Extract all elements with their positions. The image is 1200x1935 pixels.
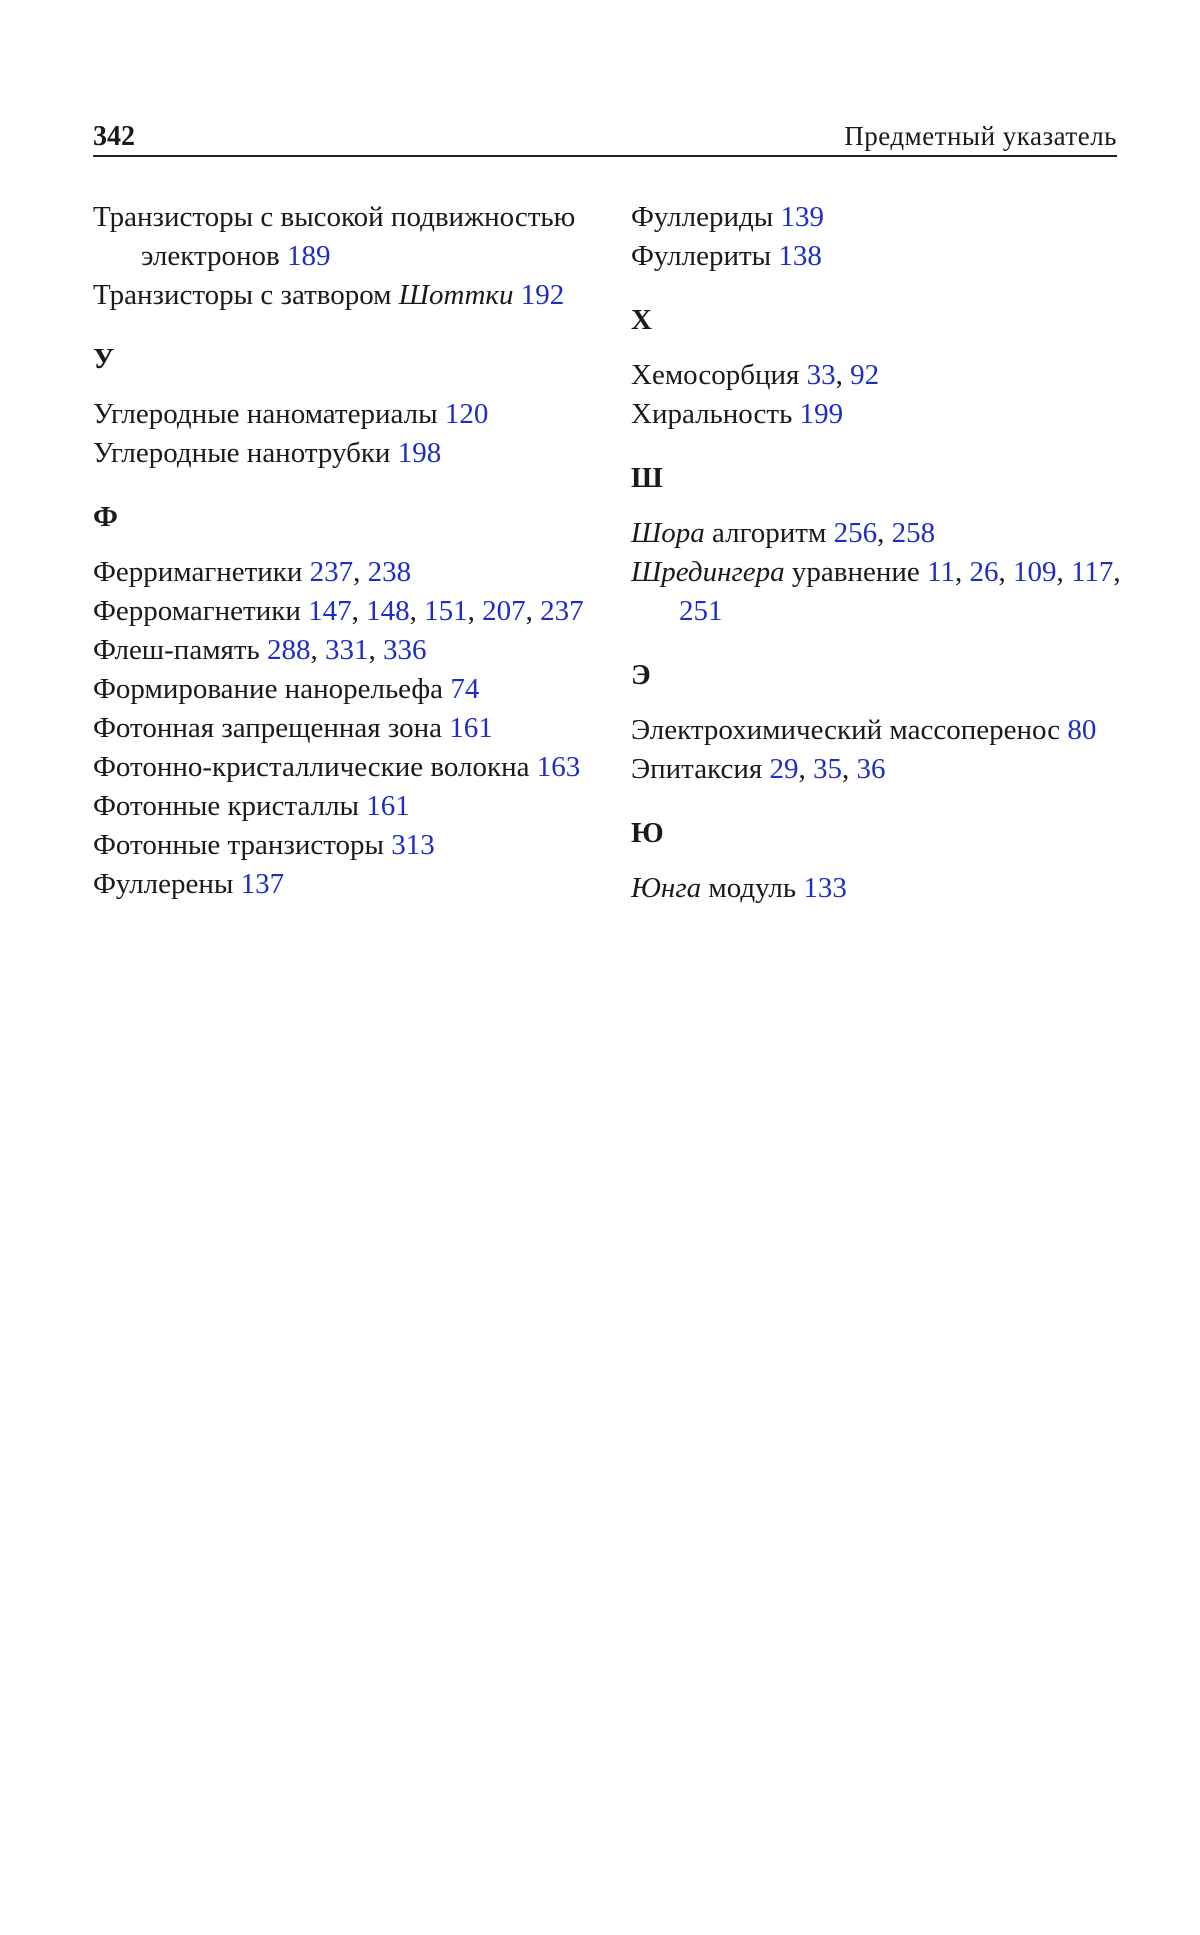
index-entry: Флеш-память 288, 331, 336 (93, 634, 427, 666)
entry-term: уравнение (791, 556, 920, 588)
letter-group (93, 337, 603, 473)
index-letter-heading: Э (631, 659, 651, 691)
index-entry (631, 711, 1131, 750)
index-entry (93, 198, 603, 276)
running-header (93, 121, 1117, 157)
index-entry (93, 826, 603, 865)
entry-term: Транзисторы с затвором (93, 279, 392, 311)
index-entry: Шредингера уравнение 11, 26, 109, 117, 251 (631, 556, 1121, 627)
index-entry (631, 237, 1131, 276)
running-title: Предметный указатель (844, 121, 1117, 151)
index-entry: Ферримагнетики 237, 238 (93, 556, 412, 588)
page-reference-link[interactable]: 138 (778, 240, 822, 272)
letter-group (631, 456, 1131, 631)
index-entry (93, 748, 603, 787)
letter-group (631, 198, 1131, 276)
page-reference-link[interactable]: 256 (833, 517, 878, 549)
page-reference-link[interactable]: 117 (1070, 556, 1114, 588)
index-entry (93, 434, 603, 473)
letter-group (93, 495, 603, 904)
letter-group (93, 198, 603, 315)
index-entry: Ферромагнетики 147, 148, 151, 207, 237 (93, 595, 584, 627)
page-reference-link[interactable]: 237 (540, 595, 584, 627)
page-reference-link[interactable]: 198 (397, 437, 442, 469)
index-entry (93, 276, 603, 315)
page-reference-link[interactable]: 163 (536, 751, 581, 783)
page-reference-link[interactable]: 148 (366, 595, 410, 627)
page-reference-link[interactable]: 192 (520, 279, 565, 311)
entry-term: Углеродные наноматериалы (93, 398, 438, 430)
index-entry (93, 395, 603, 434)
entry-name-italic: Юнга (631, 872, 702, 904)
entry-name-italic: Шоттки (398, 279, 514, 311)
entry-term: Электрохимический массоперенос (631, 714, 1061, 746)
index-column-left (93, 198, 603, 904)
page-reference-link[interactable]: 92 (850, 359, 880, 391)
page-number: 342 (93, 121, 135, 152)
index-entry (93, 865, 603, 904)
index-entry: Хемосорбция 33, 92 (631, 359, 880, 391)
page-reference-link[interactable]: 336 (383, 634, 427, 666)
page-reference-link[interactable]: 26 (969, 556, 999, 588)
index-letter-heading: Ш (631, 462, 663, 494)
page-reference-link[interactable]: 288 (267, 634, 311, 666)
letter-group (631, 811, 1131, 908)
index-entry (93, 709, 603, 748)
index-letter-heading: Ф (93, 501, 118, 533)
entry-term: Эпитаксия (631, 753, 763, 785)
page-reference-link[interactable]: 36 (856, 753, 886, 785)
page-reference-link[interactable]: 161 (366, 790, 410, 822)
page-reference-link[interactable]: 199 (799, 398, 844, 430)
page-reference-link[interactable]: 251 (679, 595, 723, 627)
entry-term: Хиральность (631, 398, 793, 430)
page-reference-link[interactable]: 151 (424, 595, 468, 627)
entry-term: Фотонно-кристаллические волокна (93, 751, 530, 783)
entry-term: алгоритм (712, 517, 827, 549)
index-entry (631, 198, 1131, 237)
entry-term: Углеродные нанотрубки (93, 437, 391, 469)
page-reference-link[interactable]: 161 (449, 712, 493, 744)
entry-name-italic: Шора (631, 517, 705, 549)
entry-term: Фотонная запрещенная зона (93, 712, 443, 744)
entry-term: Фуллерены (93, 868, 234, 900)
entry-term: Фуллериты (631, 240, 772, 272)
page-reference-link[interactable]: 109 (1012, 556, 1057, 588)
page-reference-link[interactable]: 139 (780, 201, 824, 233)
index-entry (93, 787, 603, 826)
page-reference-link[interactable]: 238 (367, 556, 412, 588)
entry-name-italic: Шредингера (631, 556, 785, 588)
page-reference-link[interactable]: 133 (803, 872, 847, 904)
index-entry (631, 869, 1131, 908)
page-reference-link[interactable]: 35 (812, 753, 842, 785)
page-reference-link[interactable]: 29 (769, 753, 799, 785)
page-reference-link[interactable]: 120 (444, 398, 489, 430)
entry-term: Флеш-память (93, 634, 260, 666)
index-letter-heading: Х (631, 304, 652, 336)
letter-group (631, 653, 1131, 789)
index-entry (631, 395, 1131, 434)
page-reference-link[interactable]: 207 (482, 595, 526, 627)
entry-term: Фотонные транзисторы (93, 829, 385, 861)
index-entry (93, 670, 603, 709)
page-reference-link[interactable]: 237 (309, 556, 354, 588)
page-reference-link[interactable]: 33 (806, 359, 836, 391)
page-reference-link[interactable]: 80 (1067, 714, 1097, 746)
entry-term: Формирование нанорельефа (93, 673, 444, 705)
index-entry: Шора алгоритм 256, 258 (631, 517, 936, 549)
page-reference-link[interactable]: 137 (240, 868, 285, 900)
entry-term: Ферримагнетики (93, 556, 303, 588)
entry-term: Транзисторы с высокой подвижностью электронов (93, 201, 576, 272)
page-reference-link[interactable]: 74 (450, 673, 480, 705)
index-letter-heading: Ю (631, 817, 664, 849)
letter-group (631, 298, 1131, 434)
entry-term: Фуллериды (631, 201, 774, 233)
index-column-right (631, 198, 1131, 908)
index-entry: Эпитаксия 29, 35, 36 (631, 753, 886, 785)
page-reference-link[interactable]: 313 (391, 829, 435, 861)
page-reference-link[interactable]: 331 (325, 634, 369, 666)
entry-term: Ферромагнетики (93, 595, 301, 627)
page-reference-link[interactable]: 189 (286, 240, 331, 272)
page-reference-link[interactable]: 147 (308, 595, 352, 627)
entry-term: Фотонные кристаллы (93, 790, 360, 822)
entry-term: Хемосорбция (631, 359, 800, 391)
index-letter-heading: У (93, 343, 115, 375)
page-reference-link[interactable]: 258 (891, 517, 936, 549)
entry-term: модуль (708, 872, 797, 904)
page-reference-link[interactable]: 11 (927, 556, 955, 588)
